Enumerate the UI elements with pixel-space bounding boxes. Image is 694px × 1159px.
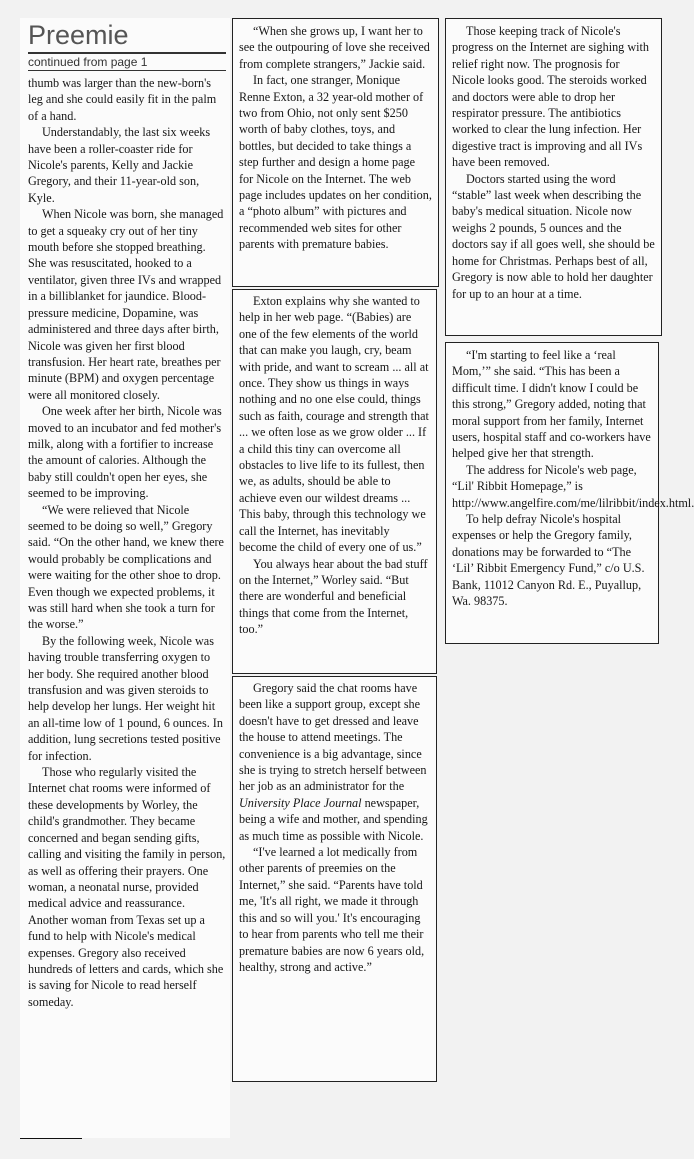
paragraph: Gregory said the chat rooms have been like a support group, except she doesn't have to get dressed and leave the house to attend meetings. The convenience is a big advantage, since she is trying to stretch herself between her job as an administrator for the University Place Journal newspaper, being a wife and mother, and spending as much time as possible with Nicole. [239, 681, 428, 843]
continued-label: continued from page 1 [28, 52, 226, 71]
paragraph: “I'm starting to feel like a ‘real Mom,’” she said. “This has been a difficult time. I didn't know I could be this strong,” Gregory added, noting that moral support from her family, Internet users, hospital staff and co-workers have helped give her that strength. [452, 348, 651, 461]
paragraph: “We were relieved that Nicole seemed to be doing so well,” Gregory said. “On the other hand, we knew there would probably be complications and were waiting for the other shoe to drop. Even though we expected problems, it was still hard when she took a turn for the worse.” [28, 502, 224, 632]
clipping-column-2-bottom [232, 676, 437, 1082]
paragraph: Doctors started using the word “stable” last week when describing the baby's medical situation. Nicole now weighs 2 pounds, 5 ounces and the doctors say if all goes well, she should be home for Christmas. Perhaps best of all, Gregory is now able to hold her daughter for up to an hour at a time. [452, 171, 655, 301]
paragraph: Understandably, the last six weeks have been a roller-coaster ride for Nicole's parents, Kelly and Jackie Gregory, and their 11-year-old son, Kyle. [28, 125, 211, 205]
paragraph: The address for Nicole's web page, “Lil' Ribbit Homepage,” is http://www.angelfire.com/me/lilribbit/index.html. [452, 462, 694, 510]
paragraph: “I've learned a lot medically from other parents of preemies on the Internet,” she said. “Parents have told me, 'It's all right, we made it through this and so will you.' It's encouraging to hear from parents who tell me their premature babies are now 6 years old, healthy, strong and active.” [239, 845, 425, 974]
paragraph: When Nicole was born, she managed to get a squeaky cry out of her tiny mouth before she stopped breathing. She was resuscitated, hooked to a ventilator, given three IVs and wrapped in a billiblanket for jaundice. Blood-pressure medicine, Dopamine, was administered and three days after birth, Nicole was given her first blood transfusion. Her heart rate, breathes per minute (BPM) and oxygen percentage were all monitored closely. [28, 207, 224, 402]
paragraph: One week after her birth, Nicole was moved to an incubator and fed mother's milk, along with a fortifier to increase the amount of calories. Although the baby still couldn't open her eyes, she seemed to be improving. [28, 404, 222, 501]
paragraph: Those who regularly visited the Internet chat rooms were informed of these developments by Worley, the child's grandmother. They became concerned and began sending gifts, calling and visiting the family in person, as well as offering their prayers. One woman, a neonatal nurse, provided medical advice and reassurance. Another woman from Texas set up a fund to help with Nicole's medical expenses. Gregory also received hundreds of letters and cards, which she is saving for Nicole to read herself someday. [28, 765, 226, 1009]
paragraph: Exton explains why she wanted to help in her web page. “(Babies) are one of the few elements of the world that can make you laugh, cry, beam with pride, and want to scream ... all at once. They show us things in ways nothing and no one else could, things such as faith, courage and strength that ... we often lose as we grow older ... If a child this tiny can overcome all obstacles to live life to its fullest, then we, as adults, should be able to achieve even our wildest dreams ... This baby, through this technology we call the Internet, has inevitably become the child of every one of us.” [239, 294, 429, 555]
clipping-column-2-top [232, 18, 439, 287]
clipping-column-2-middle [232, 289, 437, 674]
paragraph: To help defray Nicole's hospital expenses or help the Gregory family, donations may be forwarded to “The ‘Lil’ Ribbit Emergency Fund,” c/o U.S. Bank, 11012 Canyon Rd. E., Puyallup, Wa. 98375. [452, 512, 645, 609]
paragraph: In fact, one stranger, Monique Renne Exton, a 32 year-old mother of two from Ohio, not only sent $250 worth of baby clothes, toys, and bottles, but decided to take things a step further and design a home page for Nicole on the Internet. The web page includes updates on her condition, a “photo album” with pictures and recommended web sites for other parents with premature babies. [239, 73, 432, 252]
paragraph: By the following week, Nicole was having trouble transferring oxygen to her body. She required another blood transfusion and was given steroids to help develop her lungs. Her weight hit an all-time low of 1 pound, 6 ounces. In addition, lung secretions tested positive for infection. [28, 633, 223, 763]
paragraph: You always hear about the bad stuff on the Internet,” Worley said. “But there are wonderful and beneficial things that come from the Internet, too.” [239, 556, 428, 637]
clipping-column-3-bottom [445, 342, 694, 644]
paragraph: “When she grows up, I want her to see the outpouring of love she received from complete strangers,” Jackie said. [239, 24, 430, 71]
clipping-column-3-top [445, 18, 662, 336]
paragraph: thumb was larger than the new-born's leg and she could easily fit in the palm of a hand. [28, 76, 217, 123]
article-title: Preemie [28, 20, 129, 50]
clipping-column-1 [20, 18, 230, 1138]
paragraph: Those keeping track of Nicole's progress on the Internet are sighing with relief right now. The prognosis for Nicole looks good. The steroids worked and doctors were able to drop her respirator pressure. The antibiotics worked to clear the lung infection. Her digestive tract is improving and all IVs have been removed. [452, 24, 649, 170]
newspaper-name: University Place Journal [239, 795, 362, 810]
